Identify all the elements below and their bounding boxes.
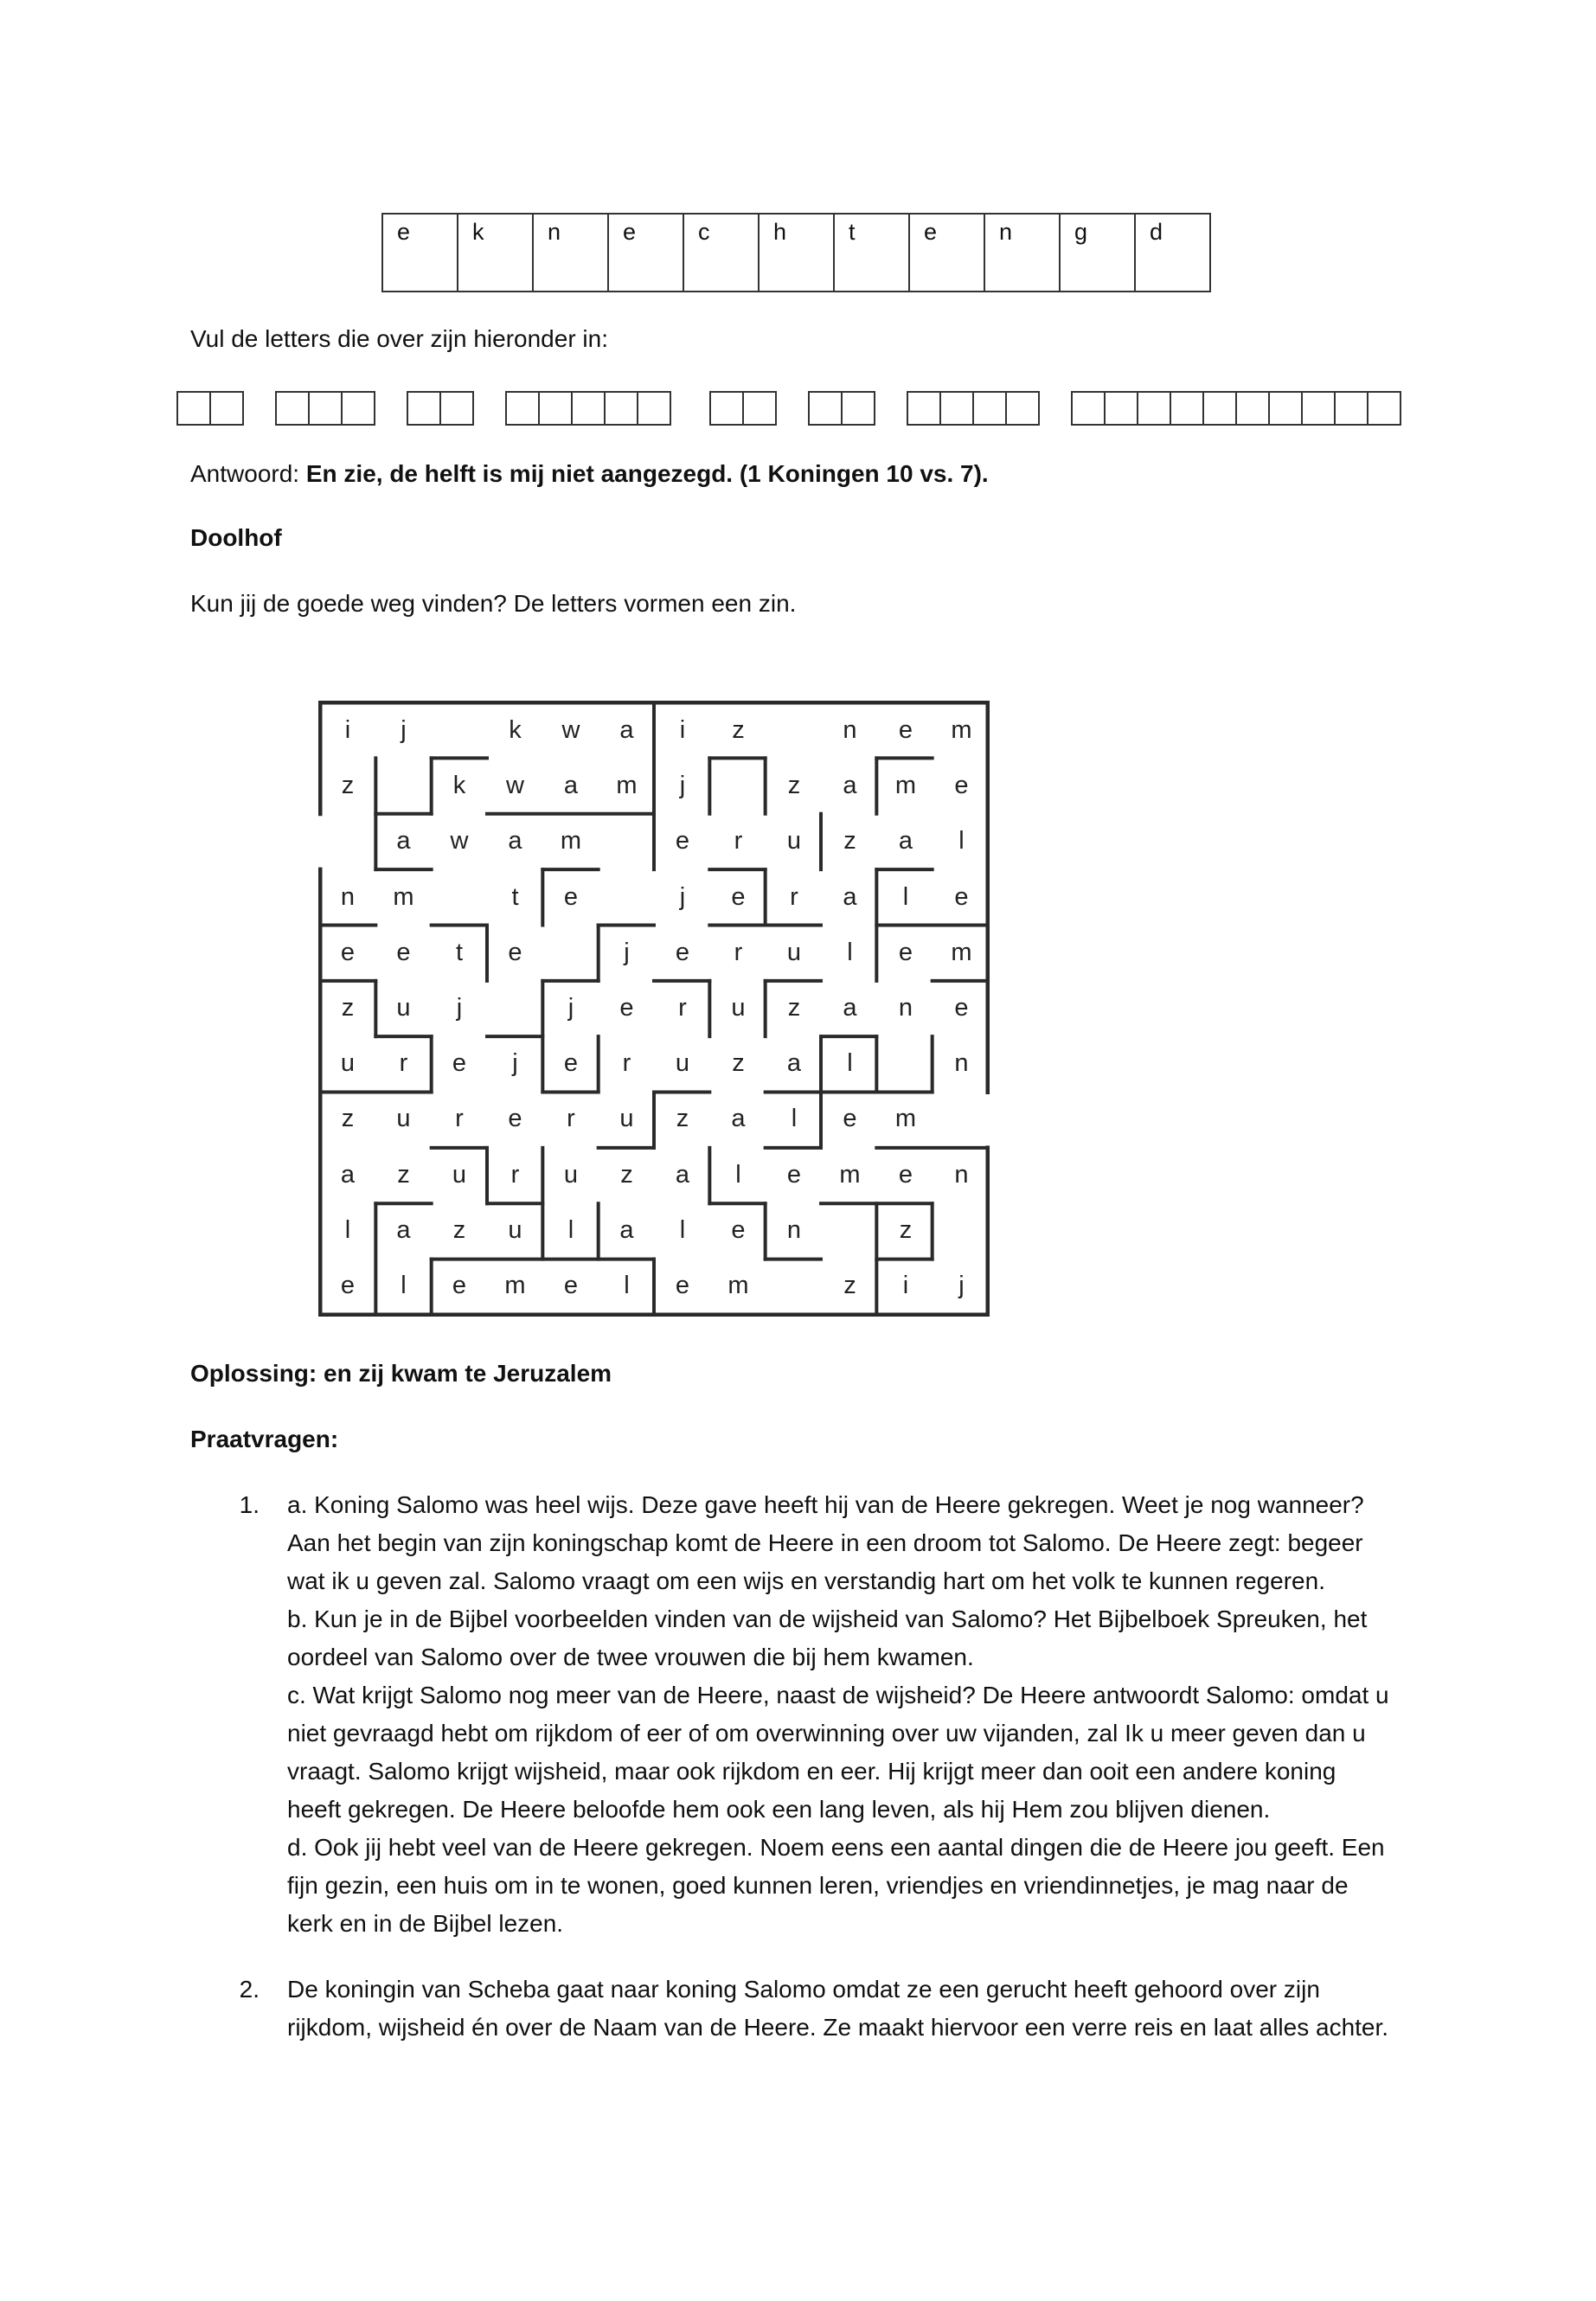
maze-letter: k: [452, 772, 466, 800]
letter-cell: g: [1061, 215, 1136, 291]
maze-letter: l: [791, 1105, 798, 1133]
maze-letter: a: [340, 1160, 356, 1189]
answer-label: Antwoord:: [190, 460, 306, 487]
maze-letter: i: [902, 1272, 909, 1299]
maze-letter: z: [341, 1105, 355, 1133]
maze-letter: k: [509, 716, 522, 744]
maze-letter: r: [790, 882, 798, 911]
question-line: heeft gekregen. De Heere beloofde hem ook een lang leven, als hij Hem zou blijven dienen.: [287, 1796, 1271, 1823]
blank-box[interactable]: [1204, 393, 1237, 424]
blank-box[interactable]: [211, 393, 244, 424]
maze-letter: e: [563, 1049, 579, 1078]
maze-letter: j: [456, 994, 463, 1022]
maze-letter: j: [679, 772, 686, 800]
question-line: rijkdom, wijsheid én over de Naam van de Heere. Ze maakt hiervoor een verre reis en laat alles achter.: [287, 2014, 1389, 2041]
maze-letter: u: [731, 994, 746, 1022]
blank-box[interactable]: [1106, 393, 1138, 424]
blank-box[interactable]: [908, 393, 941, 424]
maze-letter: j: [624, 938, 630, 966]
maze-letter: z: [341, 994, 355, 1022]
maze-letter: e: [508, 938, 522, 966]
maze-letter: i: [344, 716, 351, 744]
maze-letter: m: [951, 716, 972, 744]
maze-letter: a: [843, 882, 857, 911]
maze-letter: e: [563, 882, 579, 911]
maze-letter: e: [786, 1160, 802, 1189]
maze-letter: j: [958, 1272, 965, 1299]
maze-letter: l: [735, 1160, 741, 1189]
letter-row: [381, 213, 1211, 292]
maze-letter: r: [734, 938, 743, 966]
maze-heading: Doolhof: [190, 524, 282, 551]
maze-letter: r: [399, 1049, 408, 1078]
question-1-text: [287, 1486, 1429, 1943]
maze-letter: l: [958, 827, 965, 856]
blank-box[interactable]: [441, 393, 474, 424]
maze-letter: r: [734, 827, 743, 856]
maze-letter: a: [731, 1105, 746, 1133]
question-line: kerk en in de Bijbel lezen.: [287, 1910, 564, 1937]
blank-box[interactable]: [711, 393, 744, 424]
maze-letter: l: [624, 1272, 630, 1299]
question-line: De koningin van Scheba gaat naar koning Salomo omdat ze een gerucht heeft gehoord over zijn: [287, 1976, 1320, 2003]
maze-letter: e: [731, 1215, 746, 1244]
maze-solution: Oplossing: en zij kwam te Jeruzalem: [190, 1360, 612, 1387]
maze-letter: u: [396, 994, 411, 1022]
question-line: d. Ook jij hebt veel van de Heere gekregen. Noem eens een aantal dingen die de Heere jou geeft. Een: [287, 1834, 1385, 1861]
maze-letter: w: [506, 772, 524, 800]
blank-box[interactable]: [1171, 393, 1204, 424]
question-line: fijn gezin, een huis om in te wonen, goed kunnen leren, vriendjes en vriendinnetjes, je mag naar de: [287, 1872, 1349, 1899]
question-line: oordeel van Salomo over de twee vrouwen die bij hem kwamen.: [287, 1644, 974, 1670]
blank-box[interactable]: [1303, 393, 1336, 424]
maze-letter: l: [902, 882, 909, 911]
maze-letter: i: [679, 716, 686, 744]
maze-letter: l: [401, 1272, 407, 1299]
blank-box-group: [907, 391, 1040, 426]
maze-letter: n: [898, 994, 913, 1022]
maze-letter: l: [344, 1215, 351, 1244]
blank-box[interactable]: [343, 393, 375, 424]
maze-letter: r: [567, 1105, 575, 1133]
maze-letter: n: [954, 1160, 969, 1189]
maze-letter: j: [679, 882, 686, 911]
maze-letter: l: [679, 1215, 686, 1244]
blank-box[interactable]: [540, 393, 573, 424]
question-2-text: [287, 1971, 1429, 2047]
maze-letter: t: [455, 938, 464, 966]
maze-letter: e: [340, 938, 356, 966]
blank-box[interactable]: [408, 393, 441, 424]
question-line: b. Kun je in de Bijbel voorbeelden vinden van de wijsheid van Salomo? Het Bijbelboek Spreuken, het: [287, 1606, 1368, 1632]
maze-letter: z: [843, 827, 856, 856]
maze-letter: l: [847, 938, 853, 966]
maze-letter: u: [396, 1105, 411, 1133]
maze-letter: e: [452, 1049, 467, 1078]
maze-letter: e: [898, 938, 913, 966]
question-line: niet gevraagd hebt om rijkdom of eer of om overwinning over uw vijanden, zal Ik u meer geven dan u: [287, 1720, 1366, 1747]
maze-letter: z: [341, 772, 355, 800]
blank-box-group: [1071, 391, 1401, 426]
blank-box[interactable]: [1368, 393, 1401, 424]
fill-instruction: Vul de letters die over zijn hieronder in:: [190, 325, 608, 352]
blank-box[interactable]: [638, 393, 671, 424]
maze-letter: e: [843, 1105, 857, 1133]
blank-box[interactable]: [744, 393, 777, 424]
blank-box[interactable]: [573, 393, 606, 424]
maze-letter: j: [567, 994, 574, 1022]
maze-letter: e: [619, 994, 634, 1022]
blank-box[interactable]: [843, 393, 875, 424]
maze-letter: t: [511, 882, 519, 911]
maze-letter: m: [727, 1272, 749, 1299]
blank-box[interactable]: [941, 393, 974, 424]
maze-letter: a: [508, 827, 522, 856]
blank-box[interactable]: [1270, 393, 1303, 424]
maze-letter: u: [508, 1215, 522, 1244]
maze-letter: e: [396, 938, 411, 966]
maze-letter: a: [843, 772, 857, 800]
answer-text: En zie, de helft is mij niet aangezegd. (1 Koningen 10 vs. 7).: [305, 460, 989, 487]
blank-box[interactable]: [606, 393, 638, 424]
maze-letter: z: [452, 1215, 466, 1244]
maze-letter: e: [898, 716, 913, 744]
letter-cell: e: [609, 215, 684, 291]
maze-letter: u: [786, 938, 802, 966]
maze-letter: w: [450, 827, 469, 856]
maze-letter: m: [839, 1160, 861, 1189]
maze-letter: e: [563, 1272, 579, 1299]
maze-letter: z: [732, 1049, 745, 1078]
blank-box[interactable]: [1073, 393, 1106, 424]
blank-box[interactable]: [507, 393, 540, 424]
maze-letter: u: [563, 1160, 579, 1189]
maze-letter: z: [397, 1160, 410, 1189]
maze-letter: m: [894, 1105, 917, 1133]
maze-letter: m: [560, 827, 582, 856]
maze-letter: a: [898, 827, 913, 856]
question-line: vraagt. Salomo krijgt wijsheid, maar ook rijkdom en eer. Hij krijgt meer dan ooit een andere koning: [287, 1758, 1336, 1785]
maze-letter: e: [508, 1105, 522, 1133]
maze-letter: a: [396, 827, 411, 856]
maze-letter: m: [393, 882, 414, 911]
maze-letter: m: [616, 772, 638, 800]
maze-letter: e: [898, 1160, 913, 1189]
maze-letter: l: [847, 1049, 853, 1078]
maze-letter: e: [954, 994, 969, 1022]
blank-box[interactable]: [178, 393, 211, 424]
letter-cell: n: [534, 215, 609, 291]
maze-letter: a: [843, 994, 857, 1022]
maze-letter: r: [622, 1049, 631, 1078]
maze-instruction: Kun jij de goede weg vinden? De letters vormen een zin.: [190, 590, 797, 617]
maze-letter: e: [731, 882, 746, 911]
maze-letter: a: [786, 1049, 802, 1078]
maze-letter: z: [899, 1215, 913, 1244]
maze-letter: r: [678, 994, 687, 1022]
praatvragen-heading: Praatvragen:: [190, 1426, 339, 1452]
maze-letter: e: [675, 1272, 690, 1299]
question-number: 2.: [239, 1976, 260, 2003]
maze-letter: z: [843, 1272, 856, 1299]
letter-cell: k: [458, 215, 534, 291]
maze-letter: n: [786, 1215, 802, 1244]
maze-letter: u: [675, 1049, 690, 1078]
maze-letter: m: [951, 938, 972, 966]
letter-cell: n: [985, 215, 1061, 291]
maze-letter: a: [396, 1215, 411, 1244]
maze-letter: n: [954, 1049, 969, 1078]
maze-letter: z: [732, 716, 745, 744]
maze-letter: a: [619, 716, 634, 744]
maze-letter: m: [894, 772, 917, 800]
maze-letter: n: [340, 882, 356, 911]
maze-letter: m: [504, 1272, 526, 1299]
blank-box[interactable]: [277, 393, 310, 424]
maze-letter: e: [954, 882, 969, 911]
letter-cell: c: [684, 215, 760, 291]
maze-letter: e: [675, 938, 690, 966]
blank-box[interactable]: [974, 393, 1007, 424]
letter-cell: e: [383, 215, 458, 291]
blank-box-group: [709, 391, 777, 426]
maze-walls: [318, 701, 990, 1317]
maze-letter: a: [675, 1160, 690, 1189]
letter-cell: e: [910, 215, 985, 291]
maze-letter: u: [340, 1049, 356, 1078]
blank-box-group: [808, 391, 875, 426]
question-line: wat ik u geven zal. Salomo vraagt om een wijs en verstandig hart om het volk te kunnen regeren.: [287, 1567, 1325, 1594]
maze-letter: r: [510, 1160, 520, 1189]
question-line: Aan het begin van zijn koningschap komt de Heere in een droom tot Salomo. De Heere zegt: begeer: [287, 1529, 1363, 1556]
question-line: c. Wat krijgt Salomo nog meer van de Heere, naast de wijsheid? De Heere antwoordt Salomo: omdat u: [287, 1682, 1389, 1708]
maze-letter: j: [401, 716, 407, 744]
blank-box-group: [407, 391, 474, 426]
maze-letter: a: [619, 1215, 634, 1244]
maze-letter: w: [561, 716, 580, 744]
question-line: a. Koning Salomo was heel wijs. Deze gave heeft hij van de Heere gekregen. Weet je nog wanneer?: [287, 1491, 1364, 1518]
blank-box[interactable]: [810, 393, 843, 424]
letter-cell: d: [1136, 215, 1211, 291]
blank-box-group: [505, 391, 671, 426]
maze-puzzle: [318, 701, 990, 1317]
maze-letter: n: [843, 716, 857, 744]
maze-letter: u: [452, 1160, 467, 1189]
question-number: 1.: [239, 1491, 260, 1518]
maze-letter: j: [512, 1049, 518, 1078]
maze-letter: a: [563, 772, 579, 800]
maze-letter: u: [619, 1105, 634, 1133]
blank-box[interactable]: [1336, 393, 1368, 424]
maze-letter: r: [455, 1105, 464, 1133]
blank-box[interactable]: [1138, 393, 1171, 424]
blank-box-group: [275, 391, 375, 426]
maze-letter: z: [787, 772, 801, 800]
maze-letter: u: [786, 827, 802, 856]
maze-letter: l: [567, 1215, 574, 1244]
maze-letter: e: [452, 1272, 467, 1299]
answer-line: [190, 455, 989, 493]
blank-box[interactable]: [1007, 393, 1040, 424]
maze-letter: e: [340, 1272, 356, 1299]
maze-letter: z: [787, 994, 801, 1022]
maze-letter: z: [676, 1105, 689, 1133]
blank-box[interactable]: [310, 393, 343, 424]
maze-letter: z: [620, 1160, 633, 1189]
letter-cell: t: [835, 215, 910, 291]
maze-letter: e: [675, 827, 690, 856]
letter-cell: h: [760, 215, 835, 291]
maze-letter: e: [954, 772, 969, 800]
blank-box-group: [176, 391, 244, 426]
blank-box[interactable]: [1237, 393, 1270, 424]
